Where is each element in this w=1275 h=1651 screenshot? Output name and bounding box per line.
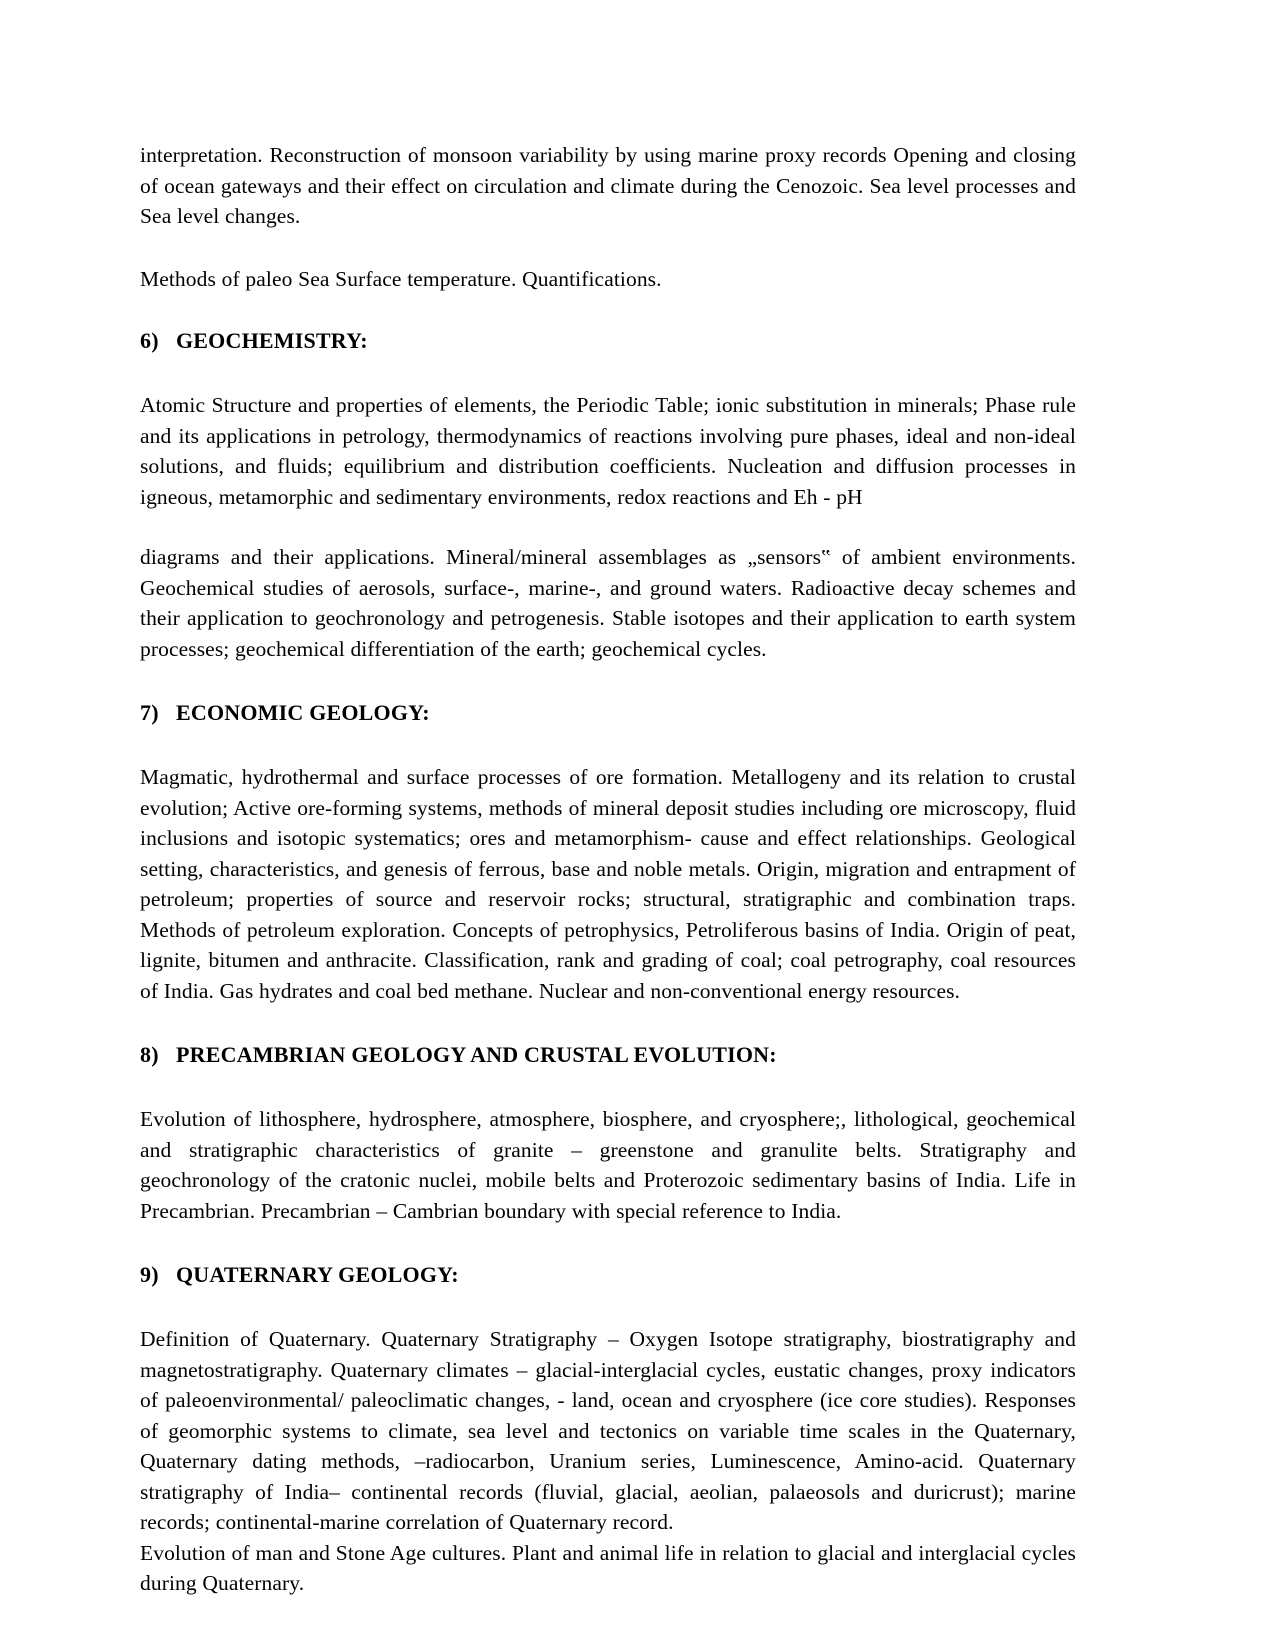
paragraph-geochemistry-1: Atomic Structure and properties of elements, the Periodic Table; ionic substitution in minerals; Phase rule and its applications in petrology, thermodynamics of reactions involving pure phases, ideal and non-ideal solutions, and fluids; equilibrium and distribution coefficients. Nucleation and diffusion processes in igneous, metamorphic and sedimentary environments, redox reactions and Eh - pH — [140, 393, 1076, 509]
paragraph-precambrian-geology-1: Evolution of lithosphere, hydrosphere, atmosphere, biosphere, and cryosphere;, lithological, geochemical and stratigraphic characteristics of granite – greenstone and granulite belts. Stratigraphy and geochronology of the cratonic nuclei, mobile belts and Proterozoic sedimentary basins of India. Life in Precambrian. Precambrian – Cambrian boundary with special reference to India. — [140, 1107, 1076, 1223]
paragraph-methods-paleo-sst: Methods of paleo Sea Surface temperature. Quantifications. — [140, 266, 662, 291]
section-title: GEOCHEMISTRY: — [176, 328, 368, 353]
paragraph-intro-continuation: interpretation. Reconstruction of monsoon variability by using marine proxy records Opening and closing of ocean gateways and their effect on circulation and climate during the Cenozoic. Sea level processes and Sea level changes. — [140, 143, 1076, 228]
section-title: QUATERNARY GEOLOGY: — [176, 1262, 459, 1287]
page-content — [140, 140, 1076, 1599]
spacer — [140, 1070, 1076, 1104]
paragraph-geochemistry-2: diagrams and their applications. Mineral/mineral assemblages as „sensors‟ of ambient environments. Geochemical studies of aerosols, surface-, marine-, and ground waters. Radioactive decay schemes and their application to geochronology and petrogenesis. Stable isotopes and their application to earth system processes; geochemical differentiation of the earth; geochemical cycles. — [140, 545, 1076, 661]
spacer — [140, 1226, 1076, 1260]
section-number: 8) — [140, 1042, 159, 1067]
paragraph-quaternary-geology-2: Evolution of man and Stone Age cultures. Plant and animal life in relation to glacial and interglacial cycles during Quaternary. — [140, 1540, 1076, 1595]
spacer — [140, 728, 1076, 762]
section-number: 9) — [140, 1262, 159, 1287]
spacer — [140, 512, 1076, 542]
section-heading-quaternary-geology — [140, 1260, 1076, 1290]
section-title: ECONOMIC GEOLOGY: — [176, 700, 430, 725]
spacer — [140, 664, 1076, 698]
spacer — [140, 232, 1076, 264]
spacer — [140, 1006, 1076, 1040]
section-number: 7) — [140, 700, 159, 725]
section-number: 6) — [140, 328, 159, 353]
paragraph-quaternary-geology-1: Definition of Quaternary. Quaternary Stratigraphy – Oxygen Isotope stratigraphy, biostratigraphy and magnetostratigraphy. Quaternary climates – glacial-interglacial cycles, eustatic changes, proxy indicators of paleoenvironmental/ paleoclimatic changes, - land, ocean and cryosphere (ice core studies). Responses of geomorphic systems to climate, sea level and tectonics on variable time scales in the Quaternary, Quaternary dating methods, –radiocarbon, Uranium series, Luminescence, Amino-acid. Quaternary stratigraphy of India– continental records (fluvial, glacial, aeolian, palaeosols and duricrust); marine records; continental-marine correlation of Quaternary record. — [140, 1327, 1076, 1534]
spacer — [140, 1290, 1076, 1324]
spacer — [140, 356, 1076, 390]
section-heading-geochemistry — [140, 326, 1076, 356]
spacer — [140, 294, 1076, 326]
section-heading-economic-geology — [140, 698, 1076, 728]
paragraph-economic-geology-1: Magmatic, hydrothermal and surface processes of ore formation. Metallogeny and its relation to crustal evolution; Active ore-forming systems, methods of mineral deposit studies including ore microscopy, fluid inclusions and isotopic systematics; ores and metamorphism- cause and effect relationships. Geological setting, characteristics, and genesis of ferrous, base and noble metals. Origin, migration and entrapment of petroleum; properties of source and reservoir rocks; structural, stratigraphic and combination traps. Methods of petroleum exploration. Concepts of petrophysics, Petroliferous basins of India. Origin of peat, lignite, bitumen and anthracite. Classification, rank and grading of coal; coal petrography, coal resources of India. Gas hydrates and coal bed methane. Nuclear and non-conventional energy resources. — [140, 765, 1076, 1003]
section-heading-precambrian-geology — [140, 1040, 1076, 1070]
section-title: PRECAMBRIAN GEOLOGY AND CRUSTAL EVOLUTION: — [176, 1042, 777, 1067]
